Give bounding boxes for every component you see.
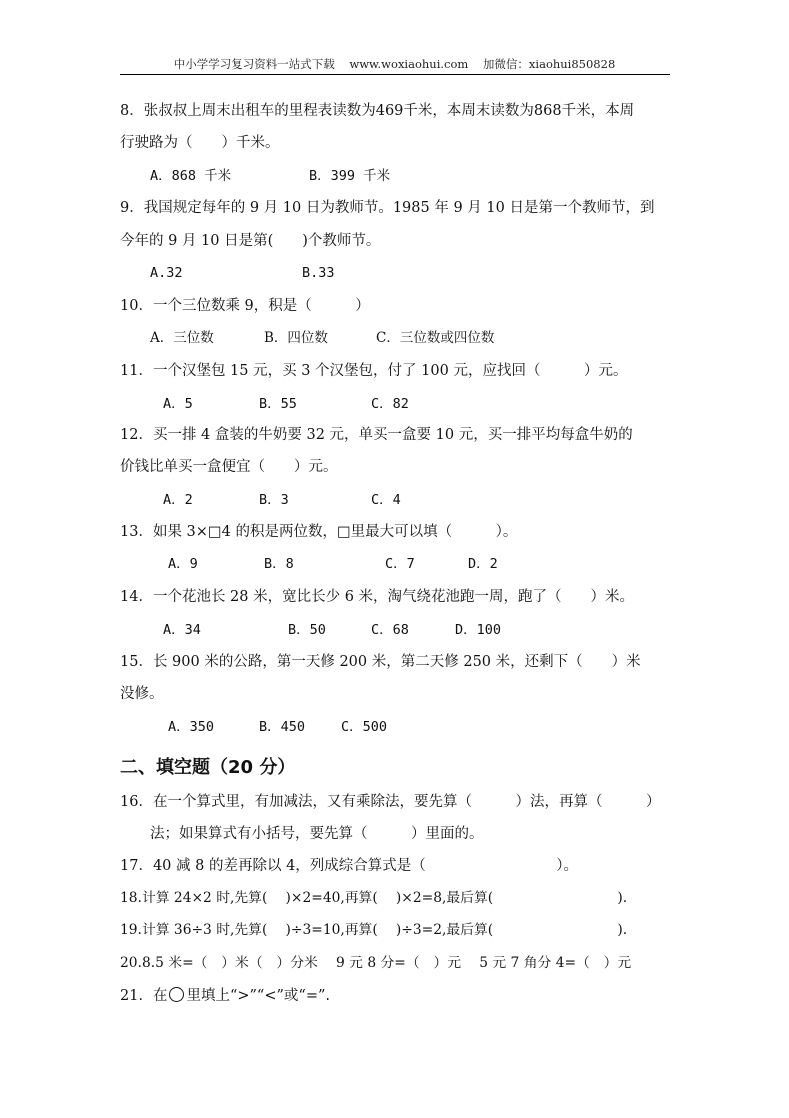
question-11-option-c: C．82 [371,396,409,412]
question-16-line-1: 16．在一个算式里，有加减法，又有乘除法，要先算（ ）法，再算（ ） [120,794,661,810]
question-12-line-2: 价钱比单买一盒便宜（ ）元。 [120,459,338,475]
question-12-option-b: B．3 [259,492,289,508]
question-10-option-b: B．四位数 [264,330,328,346]
question-13-option-a: A．9 [168,556,198,572]
question-12-option-c: C．4 [371,492,401,508]
question-9-option-a: A.32 [150,265,183,281]
question-13-option-c: C．7 [385,556,415,572]
question-8-option-b: B．399 千米 [309,168,391,184]
question-10-option-a: A．三位数 [150,330,214,346]
question-15-option-a: A．350 [168,719,215,735]
question-11-option-b: B．55 [259,396,297,412]
question-21-prefix: 21．在 [120,988,168,1004]
question-20-line-1: 20.8.5 米=（ ）米（ ）分米 9 元 8 分=（ ）元 5 元 7 角分 4=（ ）元 [120,955,632,971]
question-12-option-a: A．2 [163,492,193,508]
question-21-line-1 [120,987,330,1005]
question-12-line-1: 12．买一排 4 盒装的牛奶要 32 元，单买一盒要 10 元，买一排平均每盒牛奶的 [120,427,633,443]
question-15-option-c: C．500 [341,719,388,735]
question-21-suffix: 里填上“>”“<”或“=”. [186,988,330,1004]
question-14-line-1: 14．一个花池长 28 米，宽比长少 6 米，淘气绕花池跑一周，跑了（ ）米。 [120,589,635,605]
question-10-line-1: 10．一个三位数乘 9，积是（ ） [120,298,370,314]
question-9-line-2: 今年的 9 月 10 日是第( )个教师节。 [120,233,381,249]
question-11-option-a: A．5 [163,396,193,412]
question-8-option-a: A．868 千米 [150,168,232,184]
question-9-option-b: B.33 [302,265,335,281]
question-11-line-1: 11．一个汉堡包 15 元，买 3 个汉堡包，付了 100 元，应找回（ ）元。 [120,363,628,379]
question-16-line-2: 法；如果算式有小括号，要先算（ ）里面的。 [150,826,484,842]
question-15-option-b: B．450 [259,719,306,735]
question-13-option-d: D．2 [468,556,498,572]
page-header: 中小学学习复习资料一站式下载 www.woxiaohui.com 加微信：xiaohui850828 [173,57,616,71]
question-14-option-a: A．34 [163,622,201,638]
question-14-option-b: B．50 [288,622,326,638]
question-13-line-1: 13．如果 3×□4 的积是两位数，□里最大可以填（ ）。 [120,524,518,540]
question-8-line-1: 8．张叔叔上周末出租车的里程表读数为469千米，本周末读数为868千米，本周 [120,103,635,119]
section-2-title: 二、填空题（20 分） [120,757,296,778]
question-15-line-1: 15．长 900 米的公路，第一天修 200 米，第二天修 250 米，还剩下（ ）米 [120,654,641,670]
question-13-option-b: B．8 [264,556,294,572]
circle-blank-icon [169,987,184,1002]
question-14-option-c: C．68 [371,622,409,638]
question-8-line-2: 行驶路为（ ）千米。 [120,135,280,151]
question-18-line-1: 18.计算 24×2 时,先算( )×2=40,再算( )×2=8,最后算( ). [120,890,628,906]
question-15-line-2: 没修。 [120,686,164,702]
question-9-line-1: 9．我国规定每年的 9 月 10 日为教师节。1985 年 9 月 10 日是第一个教师节，到 [120,200,655,216]
question-14-option-d: D．100 [455,622,502,638]
question-19-line-1: 19.计算 36÷3 时,先算( )÷3=10,再算( )÷3=2,最后算( ). [120,922,628,938]
question-17-line-1: 17．40 减 8 的差再除以 4，列成综合算式是（ ）。 [120,858,579,874]
header-rule [120,74,670,75]
question-10-option-c: C．三位数或四位数 [376,330,495,346]
